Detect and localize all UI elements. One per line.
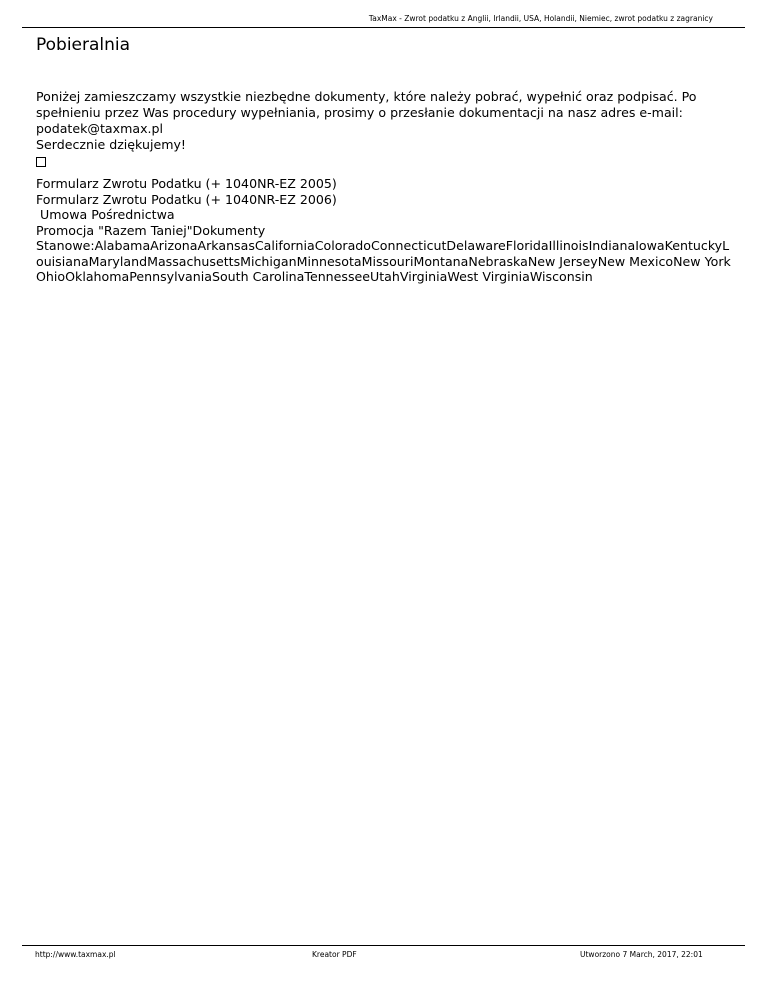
state-link[interactable]: Michigan bbox=[240, 253, 297, 269]
footer-created: Utworzono 7 March, 2017, 22:01 bbox=[580, 950, 703, 959]
footer-creator: Kreator PDF bbox=[312, 950, 357, 959]
state-link[interactable]: New Mexico bbox=[597, 253, 674, 269]
footer-url: http://www.taxmax.pl bbox=[35, 950, 116, 959]
image-placeholder-icon bbox=[36, 157, 46, 167]
state-link[interactable]: Alabama bbox=[94, 238, 151, 253]
state-link[interactable]: West Virginia bbox=[447, 269, 530, 284]
state-link[interactable]: Iowa bbox=[635, 238, 665, 253]
documents-list bbox=[36, 176, 736, 285]
thanks-text: Serdecznie dziękujemy! bbox=[36, 137, 186, 152]
state-link[interactable]: Delaware bbox=[446, 238, 506, 253]
state-link[interactable]: Illinois bbox=[548, 238, 589, 253]
state-link[interactable]: Massachusetts bbox=[147, 253, 241, 269]
state-link[interactable]: Indiana bbox=[588, 238, 636, 253]
state-link[interactable]: New York bbox=[673, 253, 731, 269]
state-link[interactable]: Kentucky bbox=[664, 238, 723, 253]
agreement-link[interactable]: Umowa Pośrednictwa bbox=[36, 207, 175, 222]
state-link[interactable]: California bbox=[254, 238, 315, 253]
intro-text: Poniżej zamieszczamy wszystkie niezbędne dokumenty, które należy pobrać, wypełnić oraz podpisać. Po spełnieniu przez Was procedury wypełniania, prosimy o przesłanie dokumentacji na nasz adres e-mail: bbox=[36, 89, 697, 120]
promo-link[interactable]: Promocja "Razem Taniej"Dokumenty bbox=[36, 222, 266, 238]
state-link[interactable]: Tennessee bbox=[304, 269, 371, 284]
form-2006-link[interactable]: Formularz Zwrotu Podatku (+ 1040NR-EZ 2006) bbox=[36, 191, 337, 207]
state-link[interactable]: Utah bbox=[370, 269, 400, 284]
state-link[interactable]: Arkansas bbox=[197, 238, 255, 253]
form-2005-link[interactable]: Formularz Zwrotu Podatku (+ 1040NR-EZ 2005) bbox=[36, 176, 337, 191]
state-link[interactable]: Missouri bbox=[361, 253, 414, 269]
state-link[interactable]: Connecticut bbox=[371, 238, 447, 253]
states-list bbox=[36, 238, 736, 285]
header-title: TaxMax - Zwrot podatku z Anglii, Irlandii, USA, Holandii, Niemiec, zwrot podatku z zagranicy bbox=[368, 14, 713, 23]
state-link[interactable]: New Jersey bbox=[527, 253, 598, 269]
state-link[interactable]: Colorado bbox=[314, 238, 371, 253]
page-title: Pobieralnia bbox=[36, 35, 131, 55]
states-label: Stanowe: bbox=[36, 238, 95, 253]
state-link[interactable]: Louisiana bbox=[36, 238, 730, 269]
page-footer bbox=[22, 945, 745, 959]
email-link[interactable]: podatek@taxmax.pl bbox=[36, 121, 164, 136]
state-link[interactable]: Maryland bbox=[88, 253, 148, 269]
page-header bbox=[22, 12, 745, 28]
state-link[interactable]: Virginia bbox=[399, 269, 448, 284]
intro-section bbox=[36, 89, 736, 171]
state-link[interactable]: Montana bbox=[413, 253, 469, 269]
state-link[interactable]: Pennsylvania bbox=[129, 269, 212, 284]
state-link[interactable]: South Carolina bbox=[211, 269, 305, 284]
state-link[interactable]: Ohio bbox=[36, 269, 66, 284]
state-link[interactable]: Arizona bbox=[150, 238, 198, 253]
state-link[interactable]: Minnesota bbox=[296, 253, 362, 269]
state-link[interactable]: Oklahoma bbox=[65, 269, 130, 284]
state-link[interactable]: Wisconsin bbox=[529, 269, 593, 284]
state-link[interactable]: Nebraska bbox=[468, 253, 528, 269]
state-link[interactable]: Florida bbox=[505, 238, 549, 253]
